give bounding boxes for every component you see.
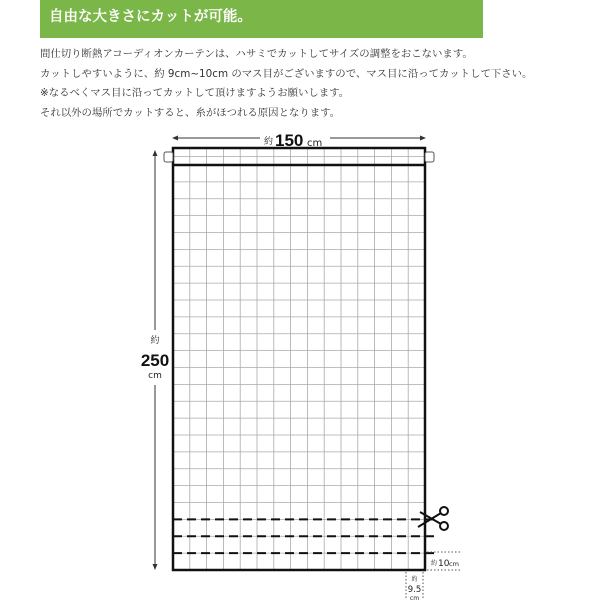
scissors-icon: [418, 507, 448, 530]
arrow-head: [172, 136, 178, 141]
width-value: 150: [275, 131, 304, 150]
arrow-head: [153, 150, 158, 156]
row-pitch-value: 10: [438, 559, 450, 569]
row-pitch-prefix: 約: [431, 560, 438, 567]
arrow-head: [420, 136, 426, 141]
height-prefix: 約: [150, 336, 160, 346]
height-value: 250: [140, 351, 170, 370]
description-line: 間仕切り断熱アコーディオンカーテンは、ハサミでカットしてサイズの調整をおこないます。: [40, 48, 473, 60]
col-pitch-value: 9.5: [407, 585, 422, 595]
width-unit: cm: [307, 138, 323, 149]
col-pitch-prefix: 約: [411, 576, 418, 583]
width-prefix: 約: [264, 137, 274, 147]
description-line: それ以外の場所でカットすると、糸がほつれる原因となります。: [40, 106, 341, 119]
rail-cap-left: [164, 152, 173, 162]
arrow-head: [153, 564, 158, 570]
description-line: ※なるべくマス目に沿ってカットして頂けますようお願いします。: [40, 87, 350, 99]
banner-title: 自由な大きさにカットが可能。: [49, 9, 252, 25]
curtain-grid: [173, 148, 438, 570]
rail-cap-right: [425, 152, 434, 162]
col-pitch-unit: cm: [409, 595, 420, 600]
height-unit: cm: [148, 371, 162, 381]
description-line: カットしやすいように、約 9cm~10cm のマス目がございますので、マス目に沿ってカットして下さい。: [40, 67, 533, 80]
curtain-outline: [173, 148, 425, 570]
row-pitch-unit: cm: [449, 560, 459, 568]
